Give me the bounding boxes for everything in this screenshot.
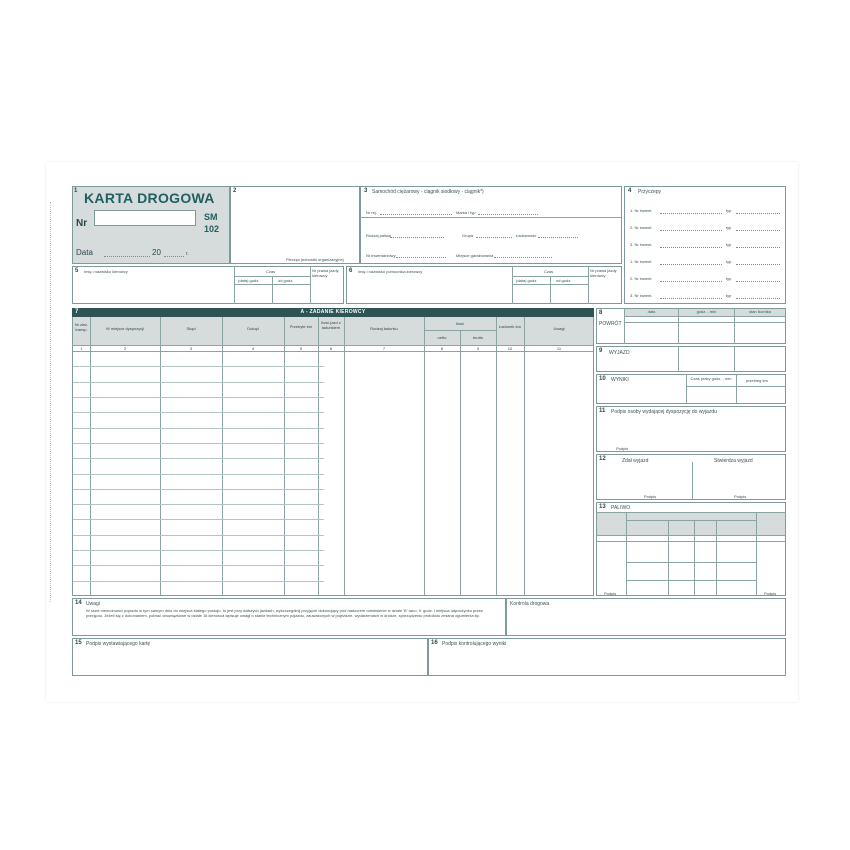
marka-label: Marka i typ (456, 210, 476, 215)
czas-label: Czas (544, 269, 554, 274)
road-card-form (46, 162, 798, 702)
table-row-line (73, 458, 324, 459)
table-row-line (73, 535, 324, 536)
field-number: 6 (349, 268, 353, 274)
road-control-label: Kontrola drogowa (510, 601, 550, 607)
data-label: Data (76, 248, 93, 257)
od-label: (data) godz. (238, 278, 260, 283)
field-number: 13 (599, 504, 606, 510)
nr-label: Nr (76, 218, 88, 229)
col-number: 11 (556, 346, 562, 351)
driver-title: Imię i nazwisko kierowcy (84, 269, 128, 274)
table-row-line (73, 443, 324, 444)
field-number: 4 (628, 188, 632, 194)
stamp-box (230, 186, 360, 264)
table-row-line (73, 412, 324, 413)
trailer-rows (626, 204, 784, 306)
col-number: 1 (80, 346, 83, 351)
vehicle-title: Samochód ciężarowy - ciągnik siodłowy - ciągnik*) (372, 189, 484, 195)
signature-caption: Podpis (644, 494, 657, 499)
table-row-line (73, 397, 324, 398)
table-row-line (73, 366, 324, 367)
col-header: Ładunek ton (498, 324, 522, 329)
od-label: (data) godz. (516, 278, 538, 283)
table-row-line (73, 474, 324, 475)
field-number: 9 (599, 348, 603, 354)
col-number: 4 (251, 346, 255, 351)
form-title: KARTA DROGOWA (84, 190, 215, 206)
col-number: 10 (507, 346, 513, 351)
field-number: 3 (364, 188, 368, 194)
col-number: 3 (189, 346, 193, 351)
departure-label: WYJAZD (609, 350, 630, 356)
table-row-line (73, 581, 324, 582)
field-number: 2 (233, 188, 237, 194)
col-header: Uwagi (553, 326, 565, 331)
col-number: 7 (382, 346, 386, 351)
nr-input[interactable] (94, 210, 196, 226)
table-row-line (73, 550, 324, 551)
field-number: 12 (599, 456, 606, 462)
col-data: data (625, 309, 678, 316)
remarks-text: W razie niemożności pojazdu w tym samym dniu do miejsca stałego postoju, to jest przy dalszych jazdach, wyszczególnij przyjęcie dokonujący pod nadzorem odniesienie w dziale 'B' rano, ti. godz. i miejsca odpoczynku przez przejęciu. Jeżeli się z dokonaniem, pobrać obowiązkowe w dziale 16 kierowca wpisuje uwagi o stanie technicznym pojazdu, zauważonych w pojeździe, wydarzeniach w drodze, sporządzeniu protokołu zmiana ogumienia itp. (86, 608, 483, 618)
data-suffix: r. (186, 251, 189, 257)
col-header: Rodzaj ładunku (370, 326, 398, 331)
form-code-sm: SM (204, 212, 218, 222)
remarks-label: Uwagi (86, 601, 100, 607)
field-number: 14 (75, 600, 82, 606)
field-number: 15 (75, 640, 82, 646)
ladownosc-label: Ładowność (516, 233, 537, 238)
czas-pracy-label: Czas pracy godz. - min (690, 376, 732, 381)
signature-caption: Podpis (734, 494, 747, 499)
col-header: W miejsce dyspozycji (105, 326, 144, 331)
margin-print (50, 202, 53, 602)
field-number: 11 (599, 408, 606, 414)
miejsce-label: Miejsce garażowania (456, 253, 494, 258)
nr-rej-label: Nr rej. (366, 210, 377, 215)
col-number: 2 (123, 346, 127, 351)
col-number: 6 (329, 346, 333, 351)
table-row-line (73, 519, 324, 520)
czas-label: Czas (266, 269, 276, 274)
trailer-row: 3. Nr inwent. typ (626, 289, 784, 306)
col-godz: godz. - min (679, 309, 734, 316)
col-header: Skąd (186, 326, 196, 331)
fuel-label: PALIWO (611, 505, 631, 511)
col-header: Nr zlec. transp. (74, 322, 89, 332)
form-code-102: 102 (204, 224, 220, 234)
license-label: Nr prawa jazdy kierowcy (312, 268, 339, 278)
col-header: Ilość jazd z ładunkiem (321, 320, 341, 330)
signature-caption: Podpis (616, 446, 629, 451)
grupa-label: Grupa (462, 233, 474, 238)
signature-caption: Podpis (604, 591, 617, 596)
authorization-label: Podpis osoby wydającej dyspozycję do wyjazdu (611, 409, 717, 415)
results-label: WYNIKI (611, 377, 629, 383)
col-subheader: brutto (472, 335, 484, 340)
trailer-row: 1. Nr inwent. typ (626, 255, 784, 272)
col-number: 8 (440, 346, 444, 351)
col-header: Przebyte km (289, 324, 313, 329)
col-subheader: netto (437, 335, 447, 340)
zdal-label: Zdał wyjazd (622, 458, 649, 464)
trailer-row: 2. Nr inwent. typ (626, 272, 784, 289)
table-row-line (73, 489, 324, 490)
col-header: Ilość (455, 321, 465, 326)
trailer-row: 2. Nr inwent. typ (626, 221, 784, 238)
do-label: od godz. (278, 278, 294, 283)
stwierdza-label: Stwierdza wyjazd (714, 458, 753, 464)
table-band: A - ZADANIE KIEROWCY (72, 308, 594, 317)
trailer-row: 3. Nr inwent. typ (626, 238, 784, 255)
col-header: Dokąd (247, 326, 259, 331)
field-number: 16 (431, 640, 438, 646)
table-row-line (73, 504, 324, 505)
return-label: POWRÓT (599, 321, 622, 327)
table-row-line (73, 382, 324, 383)
license-label: Nr prawa jazdy kierowcy (590, 268, 617, 278)
trailer-row: 1. Nr inwent. typ (626, 204, 784, 221)
field-number: 7 (75, 309, 79, 315)
rodzaj-label: Rodzaj paliwa (366, 233, 391, 238)
signature-caption: Podpis (764, 591, 777, 596)
table-row-line (73, 565, 324, 566)
field-number: 8 (599, 310, 603, 316)
controller-signature-label: Podpis kontrolującego wyniki (442, 641, 507, 647)
col-number: 5 (299, 346, 303, 351)
trailers-title: Przyczepy (638, 189, 662, 195)
nr-inw-label: Nr inwentarzowy (366, 253, 396, 258)
do-label: od godz. (556, 278, 572, 283)
field-number: 10 (599, 376, 606, 382)
field-number: 1 (74, 188, 78, 194)
issuer-signature-label: Podpis wystawiającego kartę (86, 641, 151, 647)
col-number: 9 (476, 346, 480, 351)
data-year: 20 (152, 248, 161, 257)
stamp-caption: Pieczęć jednostki organizacyjnej (286, 257, 344, 262)
przebieg-label: przebieg km (746, 378, 768, 383)
field-number: 5 (75, 268, 79, 274)
col-licznik: stan licznika (735, 309, 785, 316)
helper-title: Imię i nazwisko pomocnika kierowcy (358, 269, 423, 274)
table-row-line (73, 428, 324, 429)
